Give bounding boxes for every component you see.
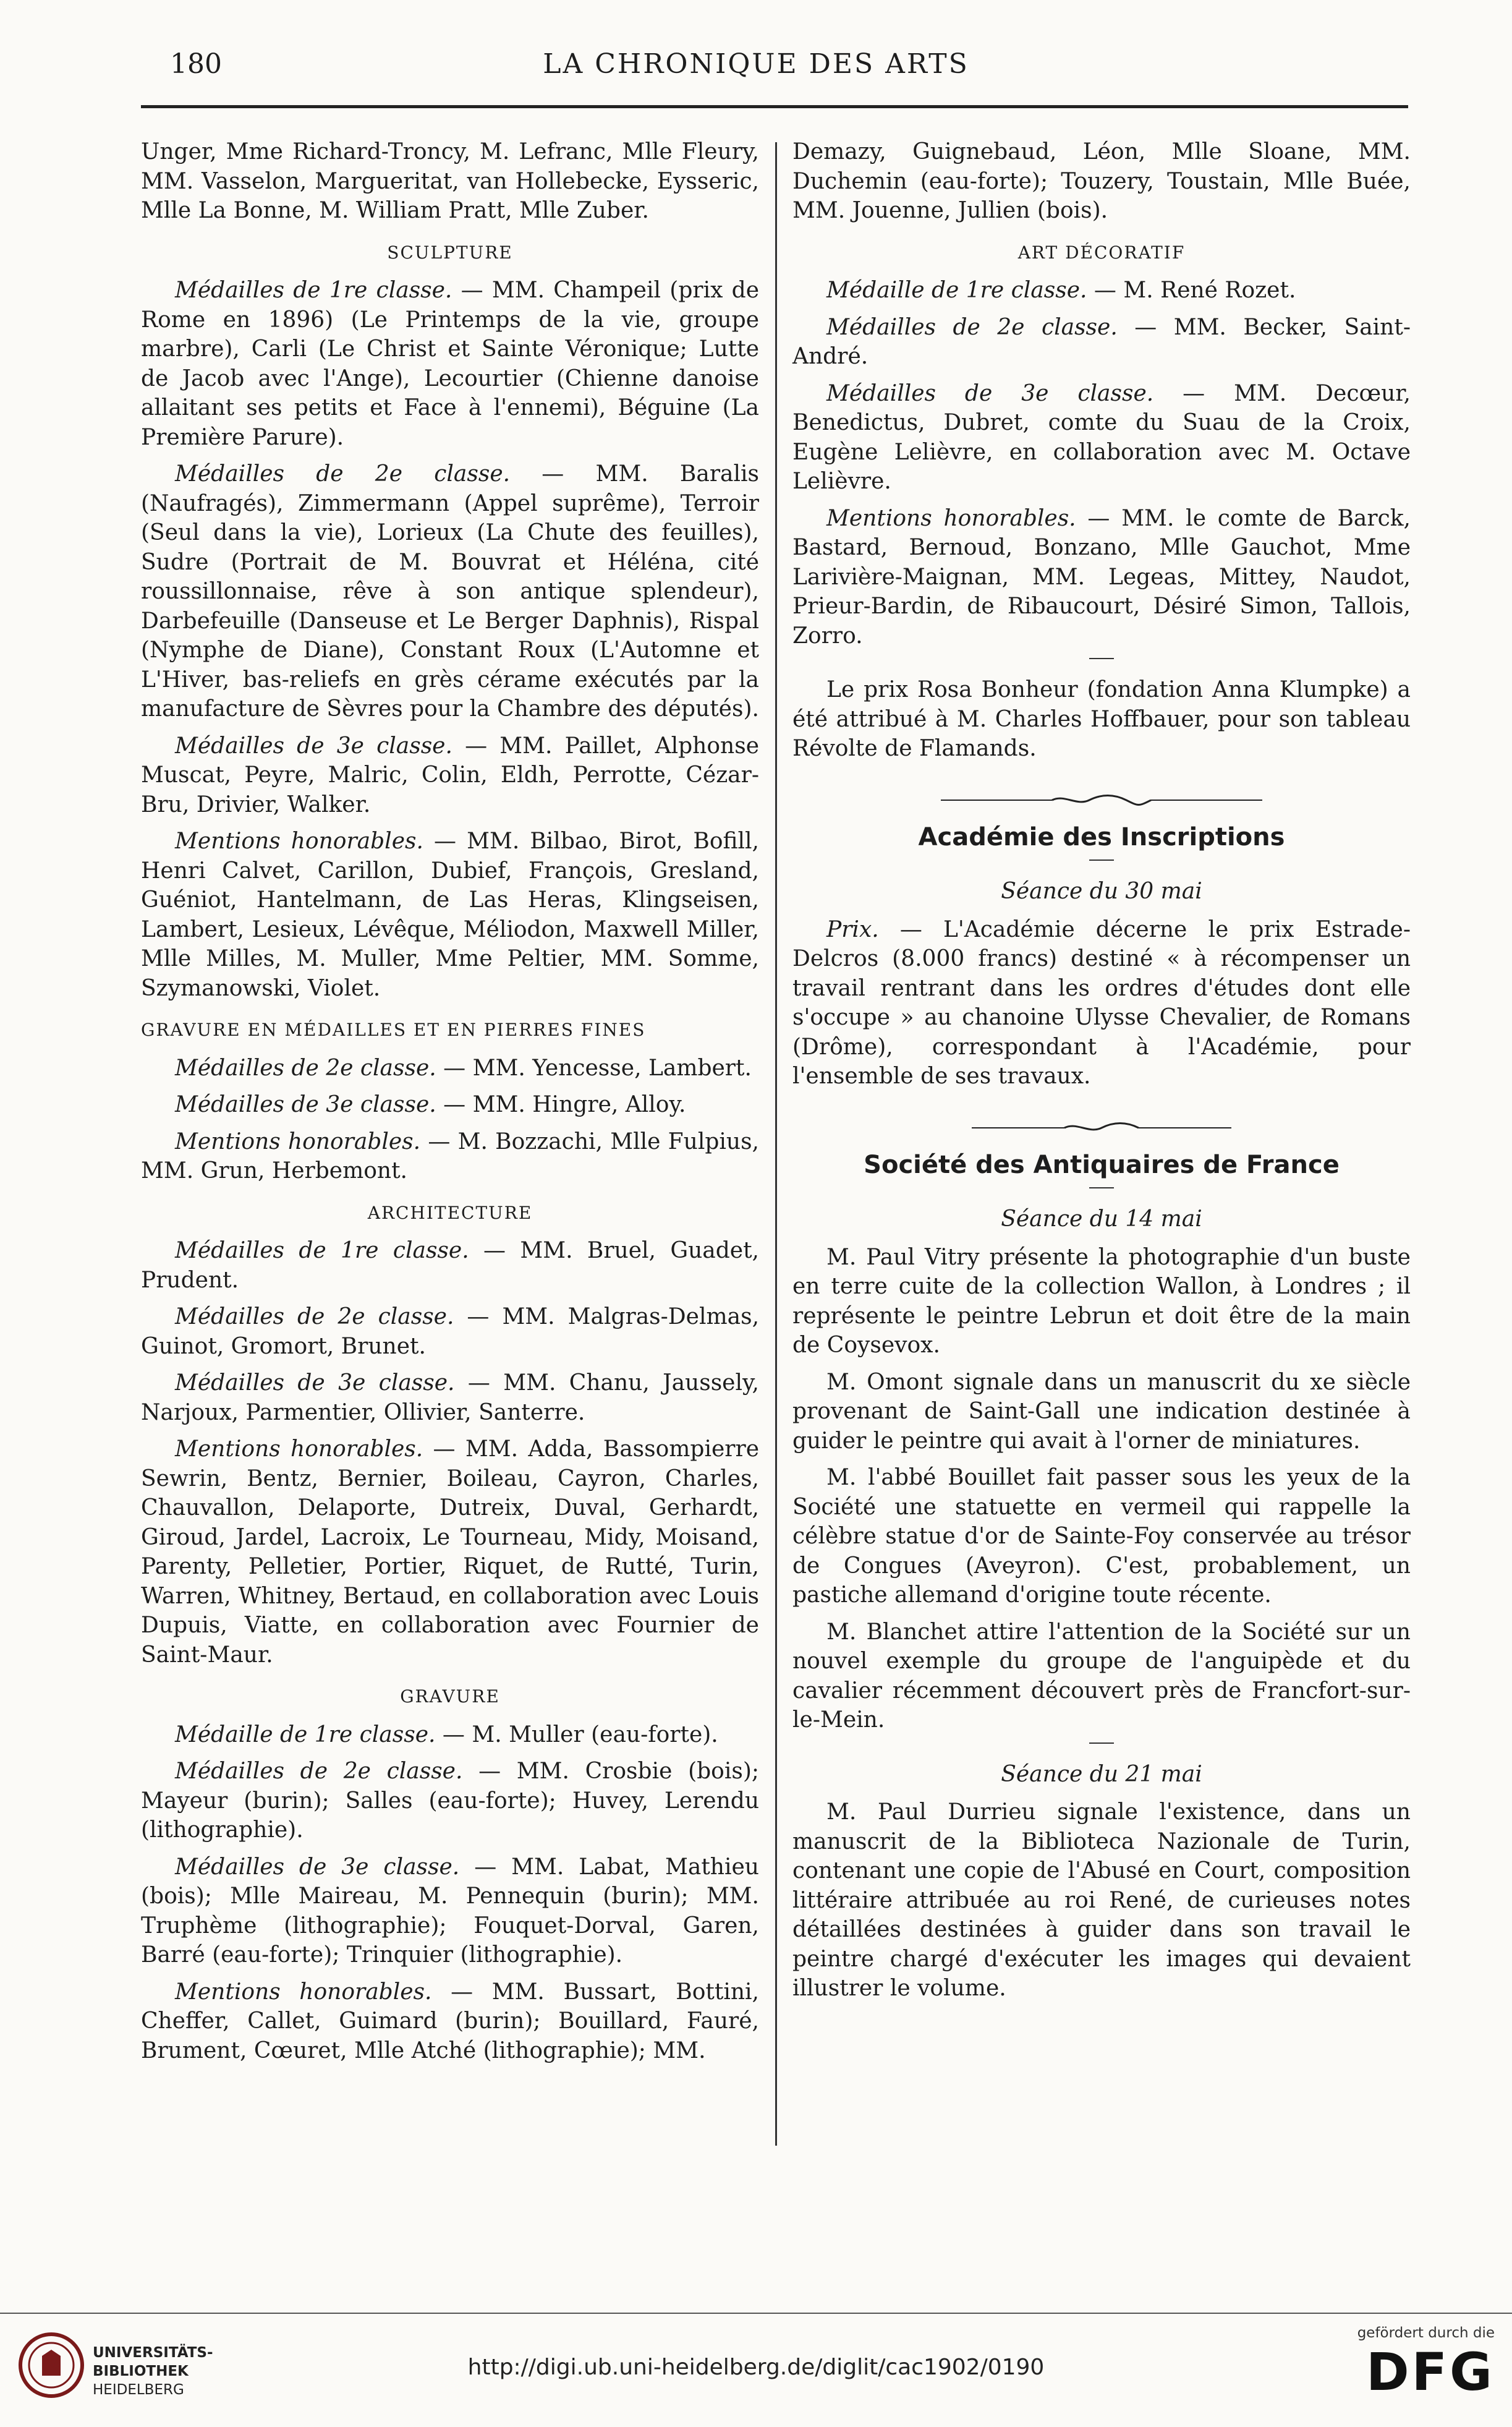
award-text: — MM. Decœur, Benedictus, Dubret, comte du Suau de la Croix, Eugène Lelièvre, en collaboration avec M. Octave Lelièvre.	[792, 380, 1411, 494]
short-dash	[1089, 1187, 1114, 1188]
seance-heading: Séance du 21 mai	[1001, 1761, 1202, 1787]
award-paragraph	[141, 1977, 759, 2066]
running-title: LA CHRONIQUE DES ARTS	[543, 48, 969, 80]
award-label: Médailles de 3e classe.	[175, 733, 452, 759]
award-label: Mentions honorables.	[175, 1436, 423, 1462]
dfg-logo: DFG	[1365, 2342, 1495, 2402]
award-text: — MM. Bilbao, Birot, Bofill, Henri Calvet, Carillon, Dubief, François, Gresland, Guéniot, Hantelmann, de Las Heras, Klingseisen, Lambert, Lesieux, Lévêque, Méliodon, Maxwell Miller, Mlle Milles, M. Muller, Mme Peltier, MM. Somme, Szymanowski, Violet.	[141, 829, 759, 1001]
right-intro: Demazy, Guignebaud, Léon, Mlle Sloane, MM. Duchemin (eau-forte); Touzery, Toustain, Mlle Buée, MM. Jouenne, Jullien (bois).	[792, 139, 1411, 223]
award-label: Médailles de 2e classe.	[175, 1759, 463, 1784]
award-paragraph	[141, 1853, 759, 1970]
section-heading: ARCHITECTURE	[367, 1202, 533, 1223]
section-heading: ART DÉCORATIF	[1017, 242, 1186, 263]
award-paragraph	[792, 313, 1411, 372]
seance-heading: Séance du 14 mai	[1001, 1206, 1202, 1232]
award-text: — MM. Labat, Mathieu (bois); Mlle Maireau, M. Pennequin (burin); MM. Truphème (lithographie); Fouquet-Dorval, Garen, Barré (eau-forte); Trinquier (lithographie).	[141, 1854, 759, 1968]
award-paragraph	[141, 732, 759, 820]
footer-rule	[0, 2313, 1512, 2314]
award-label: Médailles de 3e classe.	[175, 1092, 436, 1117]
library-line: UNIVERSITÄTS-	[93, 2345, 213, 2361]
award-text: — MM. le comte de Barck, Bastard, Bernoud, Bonzano, Mlle Gauchot, Mme Larivière-Maignan, MM. Legeas, Mittey, Naudot, Prieur-Bardin, de Ribaucourt, Désiré Simon, Tallois, Zorro.	[792, 505, 1411, 649]
award-label: Mentions honorables.	[175, 1979, 432, 2005]
award-text: — L'Académie décerne le prix Estrade-Delcros (8.000 francs) destiné « à récompenser un travail rentrant dans les ordres d'études dont elle s'occupe » au chanoine Ulysse Chevalier, de Romans (Drôme), correspondant à l'Académie, pour l'ensemble de ses travaux.	[792, 916, 1411, 1089]
society-paragraph: M. Paul Durrieu signale l'existence, dans un manuscrit de la Biblioteca Nazionale de Turin, contenant une copie de l'Abusé en Court, composition littéraire attribuée au roi René, de curieuses notes détaillées destinées à guider dans son travail le peintre chargé d'exécuter les images qui devaient illustrer le volume.	[792, 1799, 1411, 2001]
academy-paragraph	[792, 915, 1411, 1091]
award-paragraph	[141, 276, 759, 452]
ornament-icon	[941, 793, 1262, 808]
section-heading: GRAVURE EN MÉDAILLES ET EN PIERRES FINES	[141, 1020, 646, 1040]
short-dash	[1089, 859, 1114, 861]
ornament-divider	[792, 1114, 1411, 1132]
award-text: — MM. Bussart, Bottini, Cheffer, Callet, Guimard (burin); Bouillard, Fauré, Brument, Cœuret, Mlle Atché (lithographie); MM.	[141, 1979, 759, 2063]
page-number: 180	[170, 48, 222, 80]
award-paragraph	[141, 1302, 759, 1361]
award-text: — MM. Bruel, Guadet, Prudent.	[141, 1238, 759, 1293]
sponsor-caption: gefördert durch die	[1357, 2325, 1495, 2341]
award-text: — MM. Hingre, Alloy.	[436, 1092, 686, 1117]
award-label: Médailles de 3e classe.	[175, 1854, 460, 1880]
section-heading: SCULPTURE	[387, 242, 513, 263]
award-label: Mentions honorables.	[826, 505, 1076, 531]
award-text: — M. Muller (eau-forte).	[435, 1721, 718, 1747]
award-paragraph	[141, 1435, 759, 1670]
award-label: Médailles de 2e classe.	[175, 461, 511, 487]
award-paragraph	[792, 504, 1411, 651]
society-paragraph: M. l'abbé Bouillet fait passer sous les yeux de la Société une statuette en vermeil qui rappelle la célèbre statue d'or de Sainte-Foy conservée au trésor de Congues (Aveyron). C'est, probablement, un pastiche allemand d'origine toute récente.	[792, 1465, 1411, 1608]
header-rule	[141, 105, 1408, 108]
source-url-link[interactable]: http://digi.ub.uni-heidelberg.de/diglit/cac1902/0190	[467, 2355, 1045, 2380]
award-paragraph	[141, 1720, 759, 1750]
award-text: — MM. Malgras-Delmas, Guinot, Gromort, Brunet.	[141, 1304, 760, 1359]
academy-heading: Académie des Inscriptions	[918, 822, 1285, 851]
award-paragraph	[141, 1127, 759, 1186]
award-paragraph	[141, 459, 759, 724]
column-divider	[775, 142, 777, 2146]
award-text: — M. René Rozet.	[1087, 278, 1296, 303]
library-line: BIBLIOTHEK	[93, 2363, 189, 2379]
society-paragraph: M. Omont signale dans un manuscrit du xe siècle provenant de Saint-Gall une indication destinée à guider le peintre qui avait à l'orner de miniatures.	[792, 1369, 1411, 1454]
award-label: Mentions honorables.	[175, 1128, 421, 1154]
award-label: Médailles de 3e classe.	[826, 380, 1154, 406]
award-text: — MM. Yencesse, Lambert.	[436, 1055, 752, 1081]
award-text: — MM. Adda, Bassompierre Sewrin, Bentz, Bernier, Boileau, Cayron, Charles, Chauvallon, Delaporte, Dutreix, Duval, Gerhardt, Giroud, Jardel, Lacroix, Le Tourneau, Midy, Moisand, Parenty, Pelletier, Portier, Riquet, de Rutté, Turin, Warren, Whitney, Bertaud, en collaboration avec Louis Dupuis, Viatte, en collaboration avec Fournier de Saint-Maur.	[141, 1436, 759, 1668]
award-label: Médailles de 2e classe.	[175, 1055, 436, 1081]
award-label: Médailles de 1re classe.	[175, 1238, 469, 1263]
award-text: — MM. Chanu, Jaussely, Narjoux, Parmentier, Ollivier, Santerre.	[141, 1370, 760, 1425]
society-paragraph: M. Paul Vitry présente la photographie d'un buste en terre cuite de la collection Wallon, à Londres ; il représente le peintre Lebrun et doit être de la main de Coysevox.	[792, 1244, 1411, 1358]
award-label: Médailles de 2e classe.	[175, 1304, 454, 1329]
award-label: Médaille de 1re classe.	[175, 1721, 436, 1747]
award-text: — MM. Baralis (Naufragés), Zimmermann (Appel suprême), Terroir (Seul dans la vie), Lorieux (La Chute des feuilles), Sudre (Portrait de M. Bouvrat et Héléna, cité roussillonnaise, rêve à son antique splendeur), Darbefeuille (Danseuse et Le Berger Daphnis), Rispal (Nymphe de Diane), Constant Roux (L'Automne et L'Hiver, bas-reliefs en grès cérame exécutés par la manufacture de Sèvres pour la Chambre des députés).	[141, 461, 759, 722]
left-intro: Unger, Mme Richard-Troncy, M. Lefranc, Mlle Fleury, MM. Vasselon, Margueritat, van Hollebecke, Eysseric, Mlle La Bonne, M. William Pratt, Mlle Zuber.	[141, 139, 759, 223]
award-text: — MM. Becker, Saint-André.	[792, 314, 1411, 369]
award-paragraph	[141, 827, 759, 1003]
award-label: Mentions honorables.	[175, 829, 423, 854]
award-label: Médaille de 1re classe.	[826, 278, 1087, 303]
short-dash	[1089, 1742, 1114, 1744]
award-text: — MM. Crosbie (bois); Mayeur (burin); Salles (eau-forte); Huvey, Lerendu (lithographie).	[141, 1759, 759, 1843]
award-paragraph	[141, 1368, 759, 1427]
award-text: — MM. Champeil (prix de Rome en 1896) (Le Printemps de la vie, groupe marbre), Carli (Le Christ et Sainte Véronique; Lutte de Jacob avec l'Ange), Lecourtier (Chienne danoise allaitant ses petits et Face à l'ennemi), Béguine (La Première Parure).	[141, 278, 759, 450]
award-paragraph	[141, 1054, 759, 1083]
library-line: HEIDELBERG	[93, 2382, 184, 2398]
society-heading: Société des Antiquaires de France	[864, 1150, 1340, 1179]
right-column	[792, 137, 1411, 2011]
award-text: — M. Bozzachi, Mlle Fulpius, MM. Grun, Herbemont.	[141, 1128, 760, 1184]
society-paragraph: M. Blanchet attire l'attention de la Société sur un nouvel exemple du groupe de l'anguipède et du cavalier récemment découvert près de Francfort-sur-le-Mein.	[792, 1619, 1411, 1733]
award-label: Prix.	[826, 916, 879, 942]
award-paragraph	[141, 1090, 759, 1120]
section-heading: GRAVURE	[400, 1686, 500, 1707]
ornament-icon	[972, 1120, 1231, 1135]
sponsor-block	[1357, 2325, 1495, 2403]
award-label: Médailles de 1re classe.	[175, 278, 452, 303]
short-dash	[1089, 658, 1114, 659]
award-paragraph	[141, 1757, 759, 1845]
bonheur-paragraph: Le prix Rosa Bonheur (fondation Anna Klumpke) a été attribué à M. Charles Hoffbauer, pour son tableau Révolte de Flamands.	[792, 677, 1411, 761]
award-text: — MM. Paillet, Alphonse Muscat, Peyre, Malric, Colin, Eldh, Perrotte, Cézar-Bru, Drivier, Walker.	[141, 733, 759, 817]
award-paragraph	[792, 276, 1411, 305]
award-label: Médailles de 2e classe.	[826, 314, 1118, 340]
seance-heading: Séance du 30 mai	[1001, 879, 1202, 904]
award-label: Médailles de 3e classe.	[175, 1370, 455, 1396]
award-paragraph	[141, 1236, 759, 1295]
ornament-divider	[792, 786, 1411, 804]
left-column	[141, 137, 759, 2073]
award-paragraph	[792, 379, 1411, 497]
